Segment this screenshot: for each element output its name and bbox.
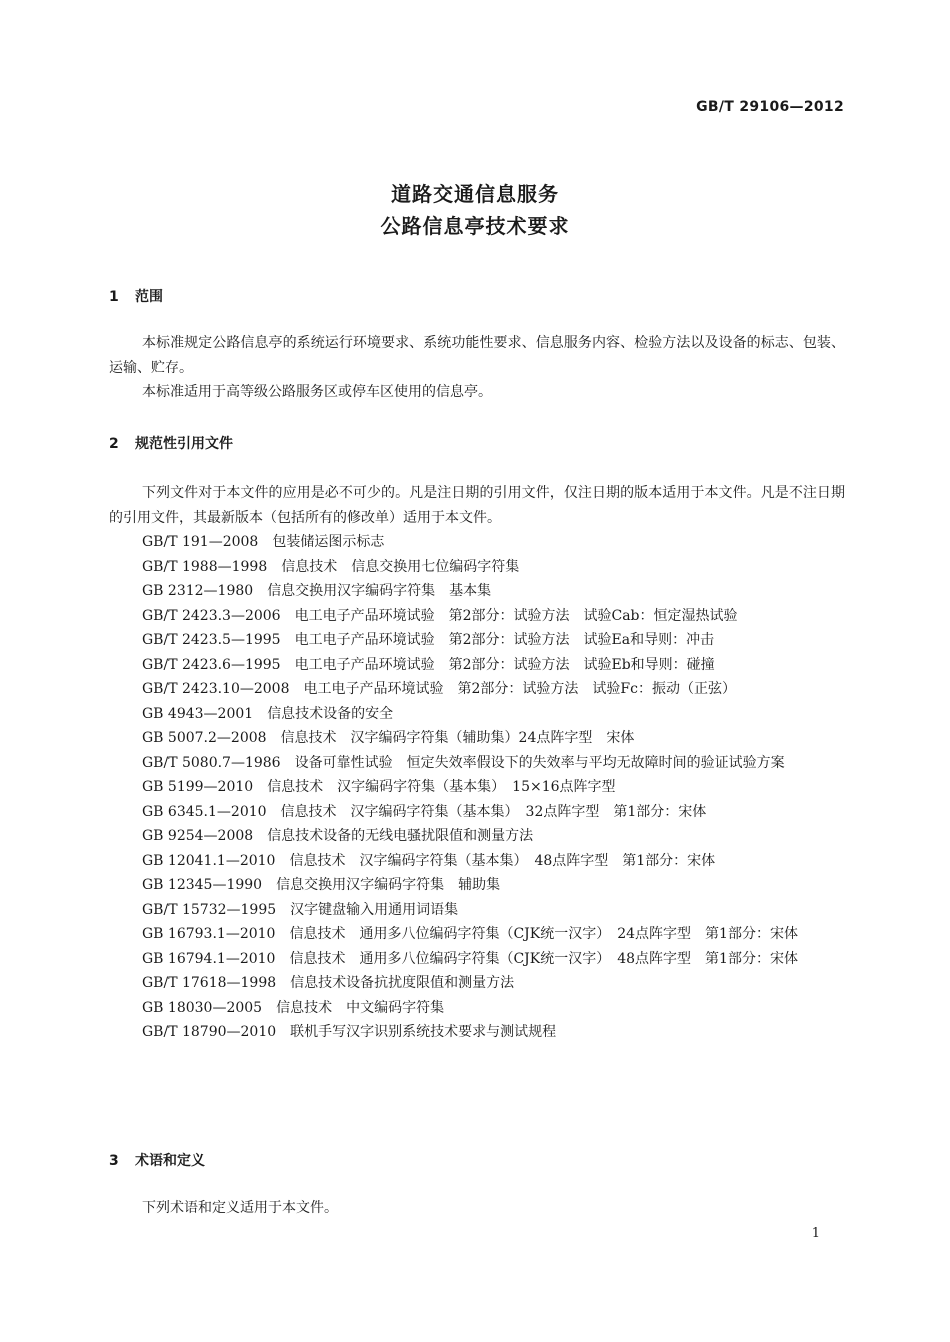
reference-item bbox=[109, 1020, 845, 1045]
reference-title: 汉字键盘输入用通用词语集 bbox=[290, 901, 459, 918]
reference-item bbox=[109, 800, 845, 825]
title-line-1: 道路交通信息服务 bbox=[391, 182, 559, 206]
reference-title: 信息技术设备抗扰度限值和测量方法 bbox=[290, 975, 515, 991]
reference-item bbox=[109, 824, 845, 849]
reference-item bbox=[109, 555, 845, 580]
reference-code: GB 2312—1980 bbox=[142, 583, 254, 599]
reference-item bbox=[109, 726, 845, 751]
reference-title: 电工电子产品环境试验 第2部分：试验方法 试验Fc：振动（正弦） bbox=[303, 681, 736, 697]
scope-body bbox=[109, 331, 845, 405]
reference-code: GB/T 17618—1998 bbox=[142, 975, 277, 991]
reference-code: GB/T 2423.5—1995 bbox=[142, 632, 281, 648]
reference-item bbox=[109, 677, 845, 702]
section-heading-terms bbox=[109, 1150, 205, 1170]
reference-item bbox=[109, 971, 845, 996]
section-heading-normative-refs bbox=[109, 433, 233, 453]
reference-item bbox=[109, 849, 845, 874]
reference-code: GB/T 18790—2010 bbox=[142, 1024, 277, 1040]
standard-code: GB/T 29106—2012 bbox=[696, 99, 844, 115]
reference-title: 电工电子产品环境试验 第2部分：试验方法 试验Ea和导则：冲击 bbox=[294, 632, 715, 648]
terms-intro bbox=[109, 1196, 845, 1221]
reference-code: GB/T 191—2008 bbox=[142, 534, 259, 550]
reference-list bbox=[109, 530, 845, 1045]
reference-title: 信息技术 汉字编码字符集（基本集） 48点阵字型 第1部分：宋体 bbox=[289, 852, 716, 869]
reference-code: GB 12345—1990 bbox=[142, 877, 263, 893]
reference-title: 信息技术设备的安全 bbox=[267, 705, 394, 722]
reference-item bbox=[109, 996, 845, 1021]
reference-item bbox=[109, 873, 845, 898]
reference-title: 信息交换用汉字编码字符集 基本集 bbox=[267, 583, 492, 599]
title-line-2: 公路信息亭技术要求 bbox=[380, 214, 570, 238]
reference-title: 包装储运图示标志 bbox=[272, 534, 385, 550]
reference-code: GB 16793.1—2010 bbox=[142, 926, 276, 942]
reference-item bbox=[109, 947, 845, 972]
paragraph: 下列文件对于本文件的应用是必不可少的。凡是注日期的引用文件，仅注日期的版本适用于本文件。凡是不注日期的引用文件，其最新版本（包括所有的修改单）适用于本文件。 bbox=[109, 485, 845, 526]
reference-title: 信息技术 通用多八位编码字符集（CJK统一汉字） 24点阵字型 第1部分：宋体 bbox=[289, 926, 798, 942]
reference-code: GB/T 2423.6—1995 bbox=[142, 656, 281, 673]
reference-code: GB 18030—2005 bbox=[142, 999, 263, 1016]
reference-item bbox=[109, 530, 845, 555]
paragraph: 本标准规定公路信息亭的系统运行环境要求、系统功能性要求、信息服务内容、检验方法以及设备的标志、包装、运输、贮存。 bbox=[109, 335, 845, 376]
section-number: 3 bbox=[109, 1153, 119, 1169]
paragraph: 下列术语和定义适用于本文件。 bbox=[142, 1200, 338, 1216]
section-number: 1 bbox=[109, 289, 119, 305]
reference-code: GB 12041.1—2010 bbox=[142, 852, 276, 869]
reference-item bbox=[109, 775, 845, 800]
reference-item bbox=[109, 898, 845, 923]
reference-code: GB/T 5080.7—1986 bbox=[142, 754, 281, 771]
section-title: 规范性引用文件 bbox=[135, 436, 233, 452]
reference-title: 信息技术 汉字编码字符集（辅助集）24点阵字型 宋体 bbox=[280, 730, 635, 746]
page-number: 1 bbox=[811, 1226, 820, 1241]
reference-item bbox=[109, 579, 845, 604]
reference-title: 信息技术 中文编码字符集 bbox=[276, 999, 445, 1016]
reference-item bbox=[109, 628, 845, 653]
reference-code: GB 6345.1—2010 bbox=[142, 803, 267, 820]
normative-refs-intro bbox=[109, 481, 845, 530]
reference-title: 信息技术设备的无线电骚扰限值和测量方法 bbox=[267, 828, 534, 844]
reference-code: GB 9254—2008 bbox=[142, 828, 254, 844]
reference-title: 信息技术 通用多八位编码字符集（CJK统一汉字） 48点阵字型 第1部分：宋体 bbox=[289, 950, 798, 967]
reference-item bbox=[109, 702, 845, 727]
reference-title: 信息技术 信息交换用七位编码字符集 bbox=[281, 558, 520, 575]
section-number: 2 bbox=[109, 436, 119, 452]
reference-code: GB/T 15732—1995 bbox=[142, 901, 277, 918]
reference-code: GB/T 2423.3—2006 bbox=[142, 607, 281, 624]
reference-title: 联机手写汉字识别系统技术要求与测试规程 bbox=[290, 1024, 557, 1040]
reference-code: GB/T 1988—1998 bbox=[142, 558, 268, 575]
reference-item bbox=[109, 604, 845, 629]
reference-title: 电工电子产品环境试验 第2部分：试验方法 试验Eb和导则：碰撞 bbox=[294, 656, 715, 673]
reference-title: 信息技术 汉字编码字符集（基本集） 15×16点阵字型 bbox=[267, 779, 616, 795]
section-heading-scope bbox=[109, 286, 163, 306]
reference-code: GB 16794.1—2010 bbox=[142, 950, 276, 967]
reference-item bbox=[109, 653, 845, 678]
document-title bbox=[0, 178, 950, 242]
reference-title: 设备可靠性试验 恒定失效率假设下的失效率与平均无故障时间的验证试验方案 bbox=[294, 754, 785, 771]
reference-title: 信息交换用汉字编码字符集 辅助集 bbox=[276, 877, 501, 893]
paragraph: 本标准适用于高等级公路服务区或停车区使用的信息亭。 bbox=[142, 384, 492, 400]
reference-code: GB/T 2423.10—2008 bbox=[142, 681, 290, 697]
reference-item bbox=[109, 751, 845, 776]
reference-title: 电工电子产品环境试验 第2部分：试验方法 试验Cab：恒定湿热试验 bbox=[294, 607, 738, 624]
reference-code: GB 4943—2001 bbox=[142, 705, 254, 722]
section-title: 范围 bbox=[135, 289, 163, 305]
reference-code: GB 5199—2010 bbox=[142, 779, 254, 795]
reference-title: 信息技术 汉字编码字符集（基本集） 32点阵字型 第1部分：宋体 bbox=[280, 803, 707, 820]
reference-code: GB 5007.2—2008 bbox=[142, 730, 267, 746]
reference-item bbox=[109, 922, 845, 947]
section-title: 术语和定义 bbox=[135, 1153, 205, 1169]
